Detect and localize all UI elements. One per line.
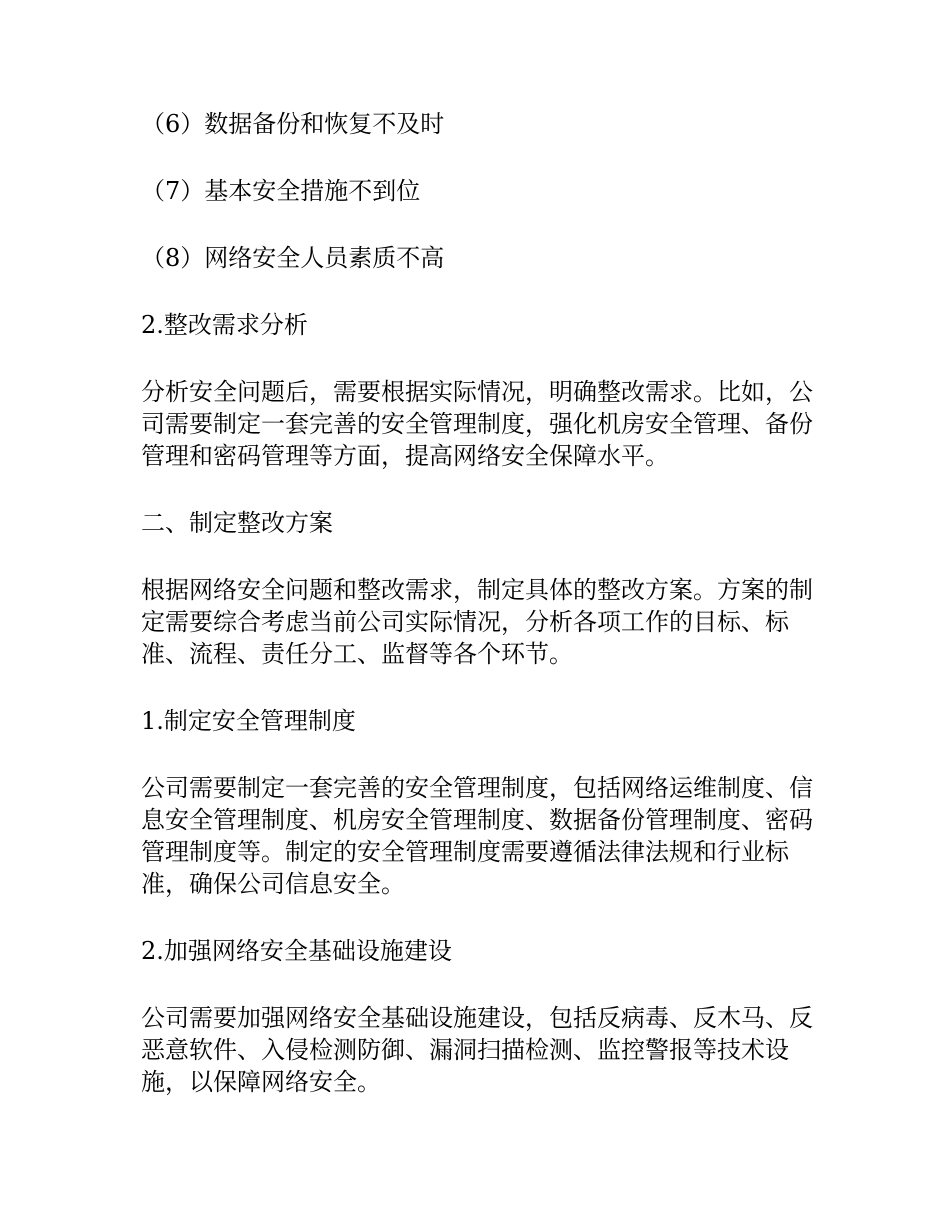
list-item-6: （6）数据备份和恢复不及时 xyxy=(141,110,445,138)
list-item-8: （8）网络安全人员素质不高 xyxy=(141,244,445,272)
paragraph-rectification-plan: 根据网络安全问题和整改需求，制定具体的整改方案。方案的制定需要综合考虑当前公司实际情况，分析各项工作的目标、标准、流程、责任分工、监督等各个环节。 xyxy=(141,576,813,668)
section-heading-infrastructure: 2.加强网络安全基础设施建设 xyxy=(141,937,452,965)
paragraph-infrastructure: 公司需要加强网络安全基础设施建设，包括反病毒、反木马、反恶意软件、入侵检测防御、漏洞扫描检测、监控警报等技术设施，以保障网络安全。 xyxy=(141,1004,813,1096)
document-body xyxy=(141,108,821,1133)
section-heading-security-policy: 1.制定安全管理制度 xyxy=(141,707,356,735)
chapter-heading-rectification-plan: 二、制定整改方案 xyxy=(141,509,333,537)
list-item-7: （7）基本安全措施不到位 xyxy=(141,177,421,205)
section-heading-rectification-needs: 2.整改需求分析 xyxy=(141,311,308,339)
paragraph-rectification-needs: 分析安全问题后，需要根据实际情况，明确整改需求。比如，公司需要制定一套完善的安全管理制度，强化机房安全管理、备份管理和密码管理等方面，提高网络安全保障水平。 xyxy=(141,378,813,470)
paragraph-security-policy: 公司需要制定一套完善的安全管理制度，包括网络运维制度、信息安全管理制度、机房安全管理制度、数据备份管理制度、密码管理制度等。制定的安全管理制度需要遵循法律法规和行业标准，确保公司信息安全。 xyxy=(141,774,813,898)
